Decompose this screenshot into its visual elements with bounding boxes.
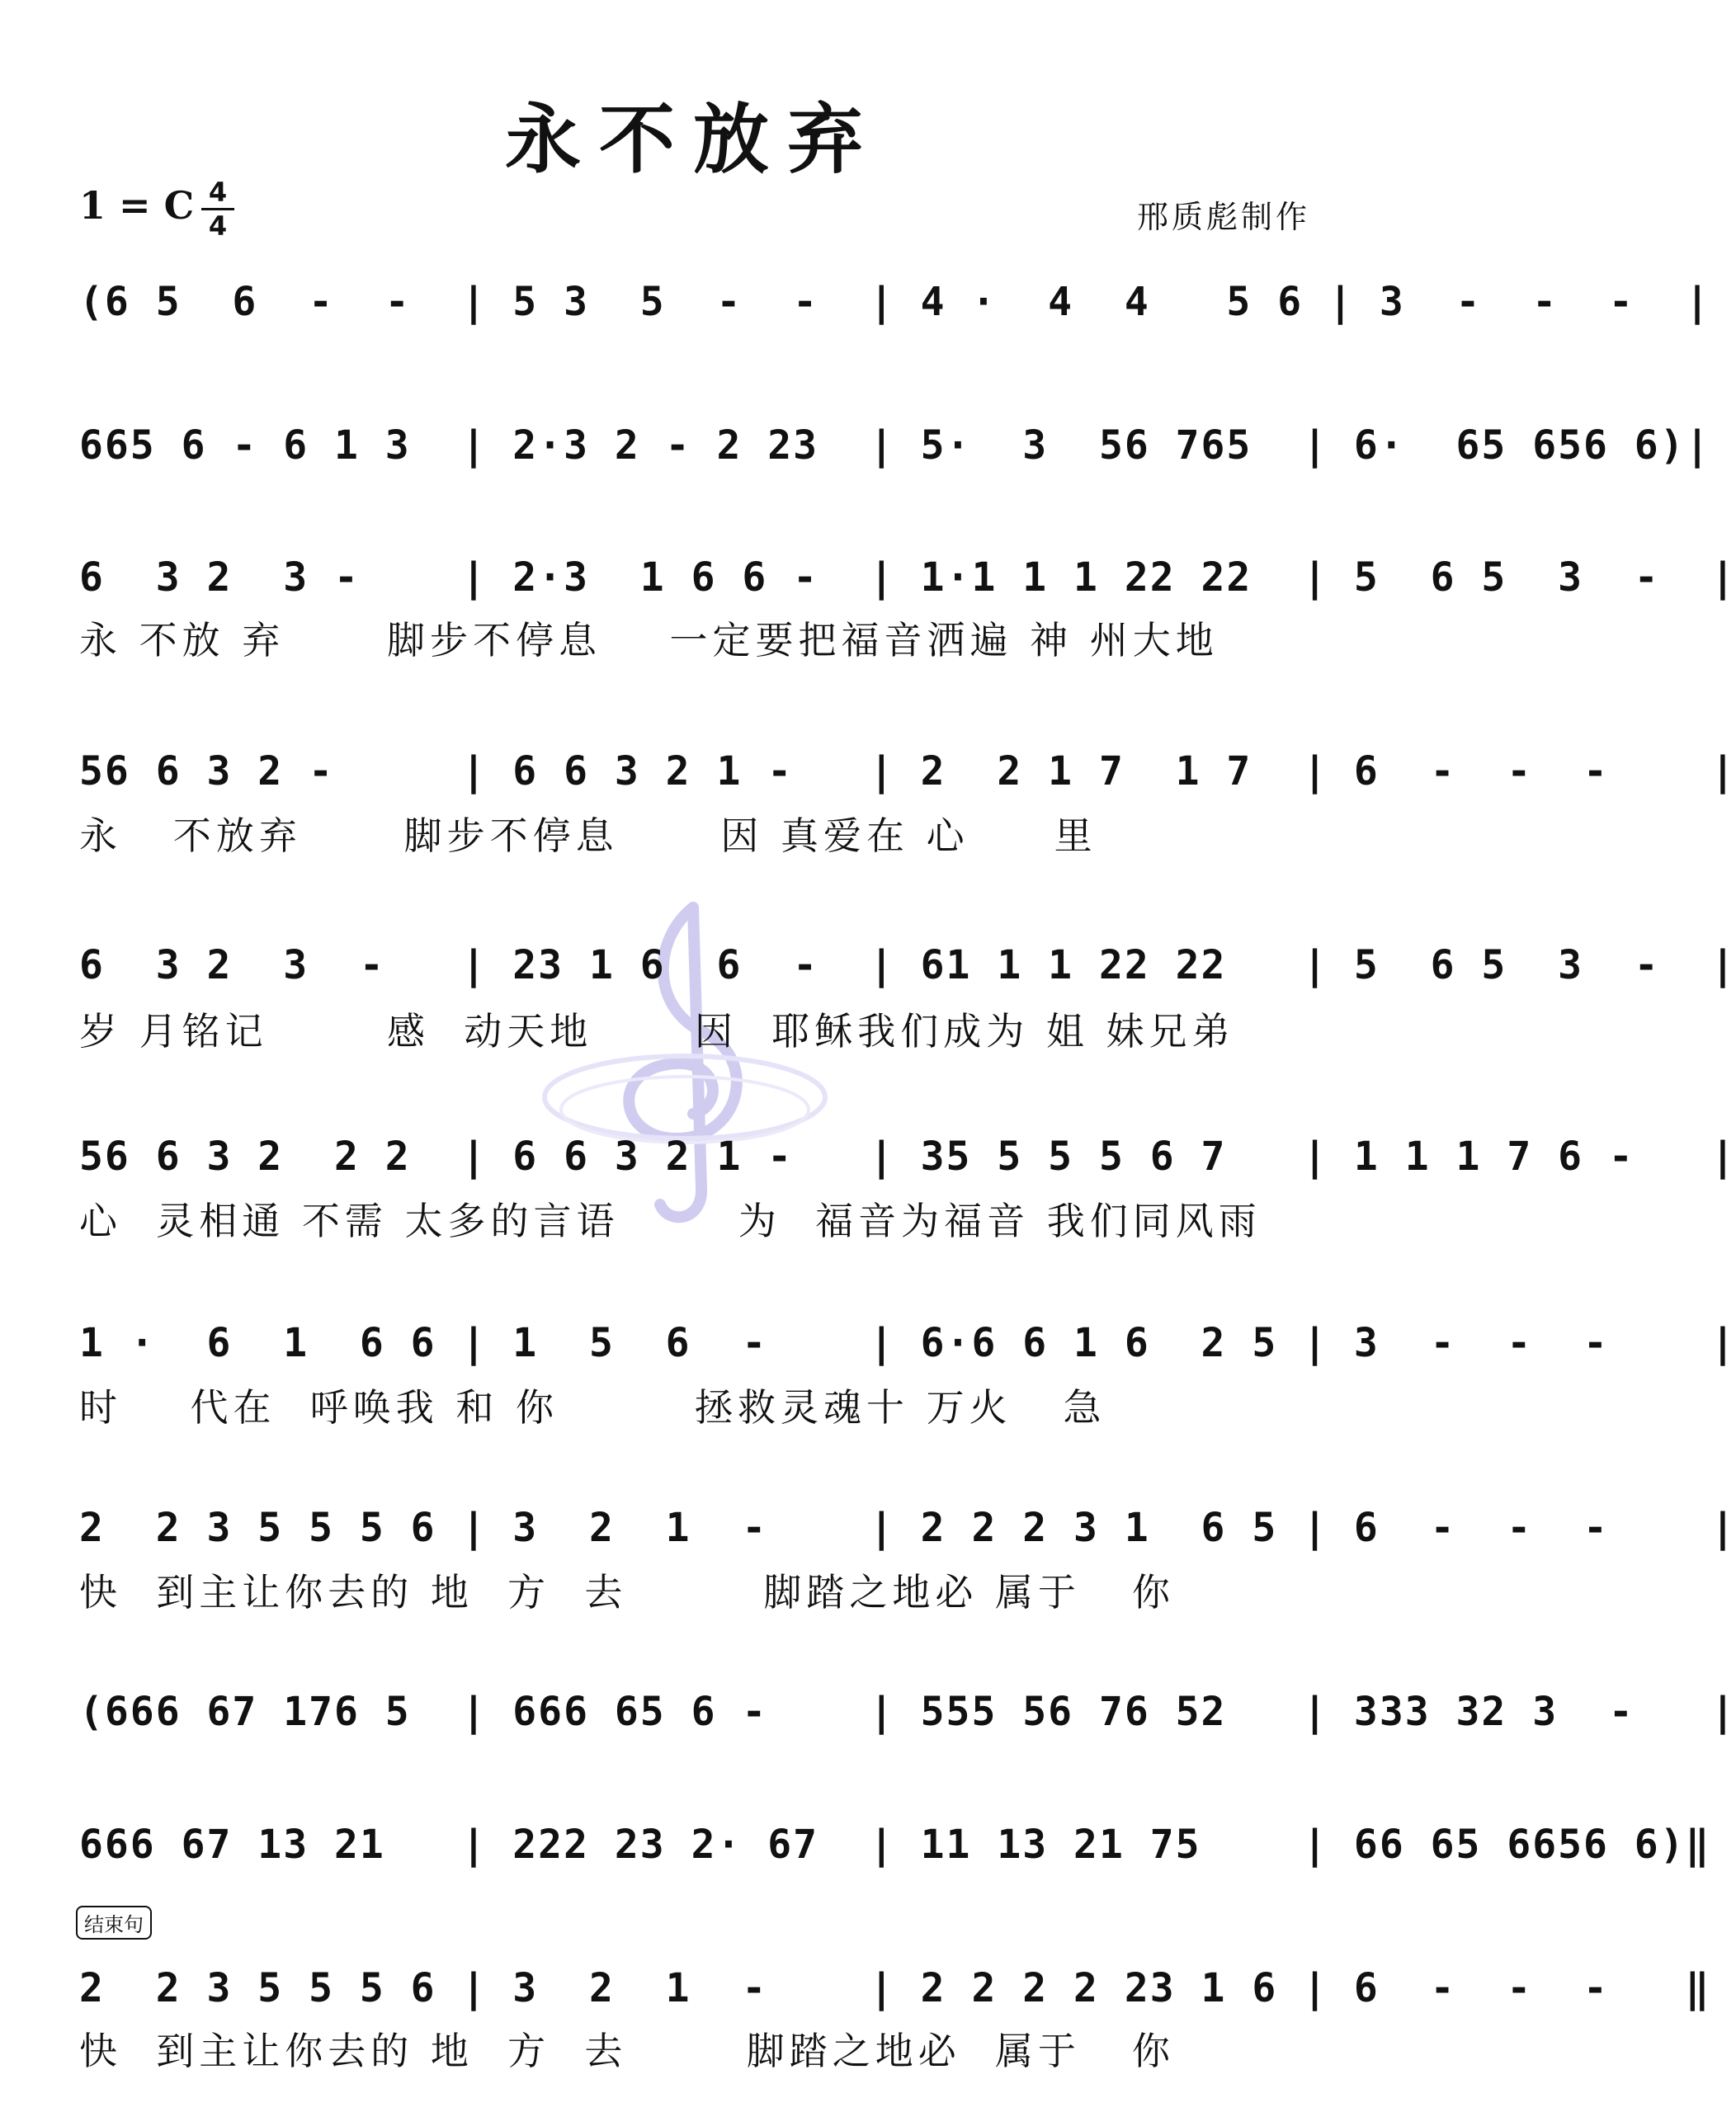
notation-row-4: 56 6 3 2 - | 6 6 3 2 1 - | 2 2 1 7 1 7 | 6 - - - | bbox=[79, 748, 1736, 794]
lyric-row-11: 快 到主让你去的 地 方 去 脚踏之地必 属于 你 bbox=[79, 2029, 1175, 2073]
meter-top: 4 bbox=[208, 177, 228, 208]
lyric-row-10 bbox=[79, 1879, 1309, 1929]
lyric-row-1 bbox=[79, 337, 1309, 386]
notation-row-7: 1 · 6 1 6 6 | 1 5 6 - | 6·6 6 1 6 2 5 | 3 - - - | bbox=[79, 1320, 1736, 1366]
notation-row-5: 6 3 2 3 - | 23 1 6 6 - | 61 1 1 22 22 | 5 6 5 3 - | bbox=[79, 942, 1736, 988]
notation-row-1: (6 5 6 - - | 5 3 5 - - | 4 · 4 4 5 6 | 3 - - - | bbox=[79, 279, 1711, 325]
key-signature: 1 = C bbox=[79, 183, 195, 228]
meter-bottom: 4 bbox=[208, 210, 228, 242]
notation-row-11: 2 2 3 5 5 5 6 | 3 2 1 - | 2 2 2 2 23 1 6 | 6 - - - ‖ bbox=[79, 1965, 1711, 2011]
lyric-row-8: 快 到主让你去的 地 方 去 脚踏之地必 属于 你 bbox=[79, 1570, 1175, 1615]
notation-row-9: (666 67 176 5 | 666 65 6 - | 555 56 76 52 | 333 32 3 - | bbox=[79, 1689, 1736, 1735]
notation-row-6: 56 6 3 2 2 2 | 6 6 3 2 1 - | 35 5 5 5 6 7 | 1 1 1 7 6 - | bbox=[79, 1134, 1736, 1180]
time-signature bbox=[201, 178, 234, 240]
lyric-row-2 bbox=[79, 480, 1309, 530]
ending-label: 结束句 bbox=[76, 1906, 152, 1940]
lyric-row-7: 时 代在 呼唤我 和 你 拯救灵魂十 万火 急 bbox=[79, 1385, 1106, 1430]
lyric-row-3: 永 不放 弃 脚步不停息 一定要把福音洒遍 神 州大地 bbox=[79, 618, 1219, 662]
author-credit: 邢质彪制作 bbox=[1136, 199, 1310, 235]
notation-row-3: 6 3 2 3 - | 2·3 1 6 6 - | 1·1 1 1 22 22 | 5 6 5 3 - | bbox=[79, 554, 1736, 601]
notation-row-10: 666 67 13 21 | 222 23 2· 67 | 11 13 21 75 | 66 65 6656 6)‖ bbox=[79, 1822, 1711, 1868]
notation-row-8: 2 2 3 5 5 5 6 | 3 2 1 - | 2 2 2 3 1 6 5 | 6 - - - | bbox=[79, 1505, 1736, 1551]
lyric-row-5: 岁 月铭记 感 动天地 因 耶稣我们成为 姐 妹兄弟 bbox=[79, 1009, 1235, 1054]
song-title: 永不放弃 bbox=[504, 96, 881, 184]
lyric-row-9 bbox=[79, 1747, 1309, 1796]
notation-row-2: 665 6 - 6 1 3 | 2·3 2 - 2 23 | 5· 3 56 765 | 6· 65 656 6)| bbox=[79, 422, 1711, 469]
lyric-row-4: 永 不放弃 脚步不停息 因 真爱在 心 里 bbox=[79, 813, 1097, 858]
lyric-row-6: 心 灵相通 不需 太多的言语 为 福音为福音 我们同风雨 bbox=[79, 1199, 1262, 1243]
